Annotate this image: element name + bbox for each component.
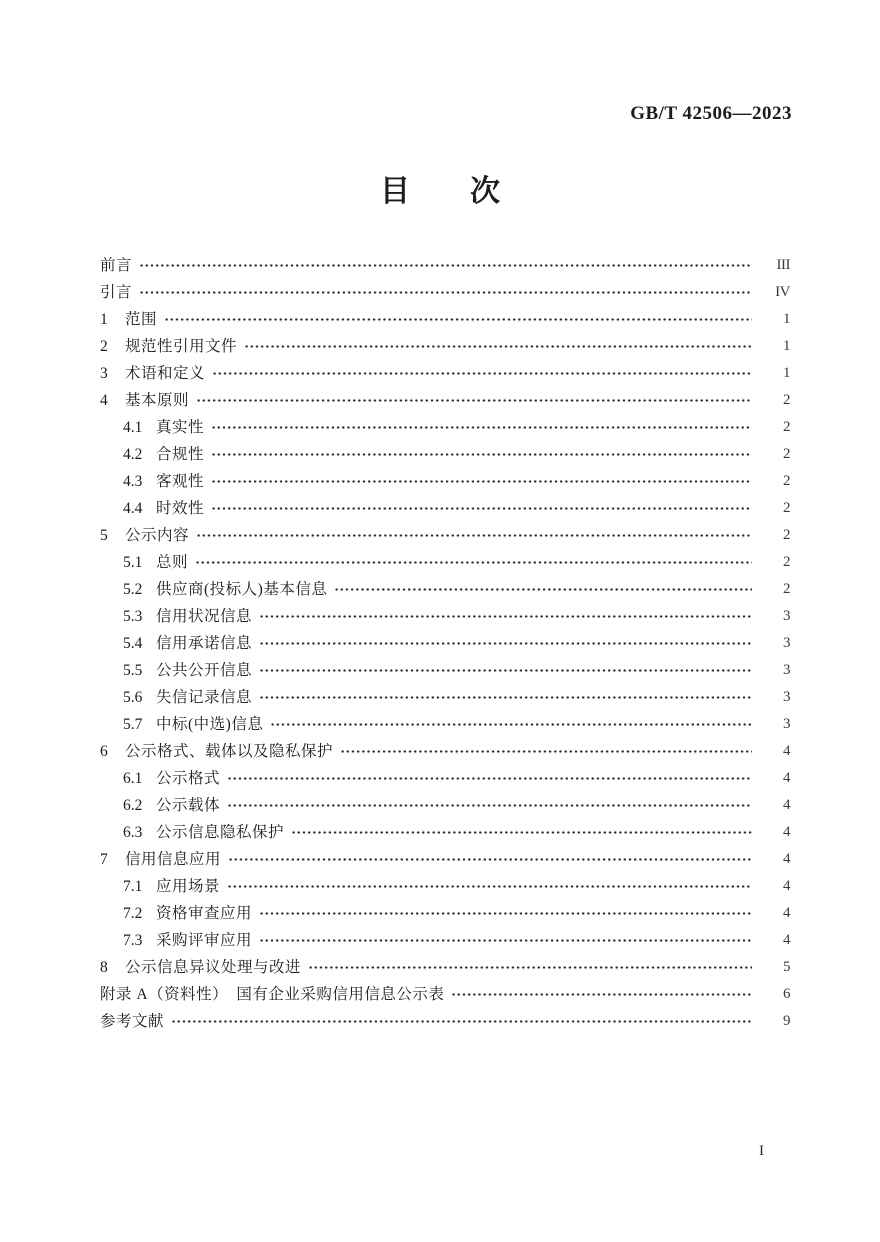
toc-entry-number: 5.2 [123,581,143,598]
toc-entry-label: 信用承诺信息 [156,635,253,652]
toc-entry-page: 9 [783,1013,790,1029]
toc-entry [100,360,790,387]
toc-entry [100,900,790,927]
footer-page-number: I [759,1143,764,1159]
toc-entry-label: 引言 [100,284,133,301]
toc-entry-label: 公示信息隐私保护 [156,824,285,841]
toc-entry-number: 7.1 [123,878,143,895]
toc-entry-page: 2 [783,554,790,570]
toc-entry-label: 公示内容 [125,527,190,544]
dot-leader [291,819,752,846]
toc-entry-label: 公示格式 [156,770,221,787]
toc-entry [100,387,790,414]
toc-entry-number: 8 [100,959,108,976]
toc-entry [100,630,790,657]
toc-entry [100,468,790,495]
toc-entry [100,495,790,522]
dot-leader [227,765,752,792]
toc-entry-page: 2 [783,473,790,489]
toc-entry [100,441,790,468]
toc-entry-page: 4 [783,878,790,894]
dot-leader [196,387,752,414]
toc-entry-number: 4.3 [123,473,143,490]
toc-entry [100,981,790,1008]
toc-entry-number: 6.1 [123,770,143,787]
dot-leader [139,252,752,279]
toc-entry-label: 合规性 [156,446,205,463]
toc-entry-label: 真实性 [156,419,205,436]
toc-entry-page: 2 [783,392,790,408]
toc-entry [100,549,790,576]
toc-entry-page: 4 [783,932,790,948]
toc-entry-label: 范围 [125,311,158,328]
toc-entry-number: 3 [100,365,108,382]
toc-entry-number: 7.3 [123,932,143,949]
dot-leader [211,414,752,441]
toc-entry [100,576,790,603]
toc-entry [100,819,790,846]
toc-entry-page: IV [775,284,790,300]
toc-entry-number: 4.2 [123,446,143,463]
toc-entry [100,279,790,306]
toc-entry-label: 失信记录信息 [156,689,253,706]
dot-leader [244,333,752,360]
toc-entry-page: 6 [783,986,790,1002]
toc-entry [100,252,790,279]
dot-leader [139,279,752,306]
dot-leader [228,846,752,873]
toc-entry-page: 4 [783,905,790,921]
toc-entry-page: 2 [783,446,790,462]
toc-entry-number: 5.5 [123,662,143,679]
toc-entry-label: 采购评审应用 [156,932,253,949]
toc-entry-page: 1 [783,311,790,327]
toc-entry-label: 客观性 [156,473,205,490]
toc-entry [100,873,790,900]
toc-entry-number: 6.3 [123,824,143,841]
toc-entry-page: 3 [783,662,790,678]
toc-entry [100,1008,790,1035]
toc-entry [100,333,790,360]
dot-leader [334,576,752,603]
page-title: 目 次 [380,175,500,208]
toc-entry [100,684,790,711]
toc-entry-number: 5 [100,527,108,544]
dot-leader [259,900,752,927]
toc-entry-number: 1 [100,311,108,328]
toc-entry-label: 规范性引用文件 [125,338,238,355]
toc-entry [100,414,790,441]
toc-entry-page: 4 [783,824,790,840]
toc-entry-label: 基本原则 [125,392,190,409]
toc-entry [100,927,790,954]
toc-entry-page: 2 [783,527,790,543]
dot-leader [270,711,752,738]
toc-entry-label: 中标(中选)信息 [156,716,264,733]
dot-leader [227,792,752,819]
dot-leader [211,441,752,468]
dot-leader [227,873,752,900]
toc-entry-page: 4 [783,770,790,786]
toc-entry-number: 4 [100,392,108,409]
toc-entry-label: 公共公开信息 [156,662,253,679]
dot-leader [259,657,752,684]
dot-leader [171,1008,752,1035]
toc-entry-label: 公示载体 [156,797,221,814]
toc-entry-page: 3 [783,635,790,651]
toc-entry [100,603,790,630]
toc-entry-label: 总则 [156,554,189,571]
toc-entry-number: 6.2 [123,797,143,814]
toc-entry-page: 3 [783,608,790,624]
dot-leader [451,981,752,1008]
toc-entry [100,846,790,873]
toc-entry-page: 2 [783,419,790,435]
toc-entry [100,954,790,981]
toc-entry-number: 5.4 [123,635,143,652]
toc-entry-number: 5.6 [123,689,143,706]
toc-entry-page: 2 [783,500,790,516]
dot-leader [340,738,752,765]
toc-entry-number: 2 [100,338,108,355]
toc-entry [100,306,790,333]
dot-leader [164,306,752,333]
toc-entry-page: III [776,257,790,273]
dot-leader [259,684,752,711]
toc-entry [100,792,790,819]
dot-leader [211,468,752,495]
toc-entry-label: 时效性 [156,500,205,517]
toc-entry-page: 3 [783,716,790,732]
dot-leader [308,954,752,981]
toc-entry-label: 信用信息应用 [125,851,222,868]
toc-entry-label: 术语和定义 [125,365,206,382]
toc-entry-number: 5.3 [123,608,143,625]
toc-entry-label: 供应商(投标人)基本信息 [156,581,328,598]
toc-entry-page: 4 [783,851,790,867]
table-of-contents [100,252,790,1035]
toc-entry-label: 公示信息异议处理与改进 [125,959,302,976]
toc-entry-number: 7.2 [123,905,143,922]
toc-entry-page: 1 [783,338,790,354]
dot-leader [211,495,752,522]
toc-entry [100,738,790,765]
toc-entry-number: 4.4 [123,500,143,517]
toc-entry [100,765,790,792]
dot-leader [195,549,752,576]
dot-leader [212,360,752,387]
toc-entry-number: 6 [100,743,108,760]
dot-leader [259,927,752,954]
toc-entry [100,522,790,549]
dot-leader [259,630,752,657]
toc-entry-page: 5 [783,959,790,975]
toc-entry-label: 参考文献 [100,1013,165,1030]
toc-entry-number: 7 [100,851,108,868]
standard-number: GB/T 42506—2023 [630,103,792,124]
toc-entry-label: 附录 A（资料性） 国有企业采购信用信息公示表 [100,986,445,1003]
toc-entry-label: 资格审查应用 [156,905,253,922]
toc-entry [100,711,790,738]
toc-entry-page: 4 [783,797,790,813]
dot-leader [259,603,752,630]
toc-entry-label: 应用场景 [156,878,221,895]
toc-entry-label: 信用状况信息 [156,608,253,625]
toc-entry-label: 公示格式、载体以及隐私保护 [125,743,334,760]
toc-entry [100,657,790,684]
toc-entry-page: 2 [783,581,790,597]
toc-entry-page: 4 [783,743,790,759]
toc-entry-number: 5.1 [123,554,143,571]
dot-leader [196,522,752,549]
toc-entry-page: 3 [783,689,790,705]
toc-entry-page: 1 [783,365,790,381]
toc-entry-label: 前言 [100,257,133,274]
toc-entry-number: 5.7 [123,716,143,733]
toc-entry-number: 4.1 [123,419,143,436]
